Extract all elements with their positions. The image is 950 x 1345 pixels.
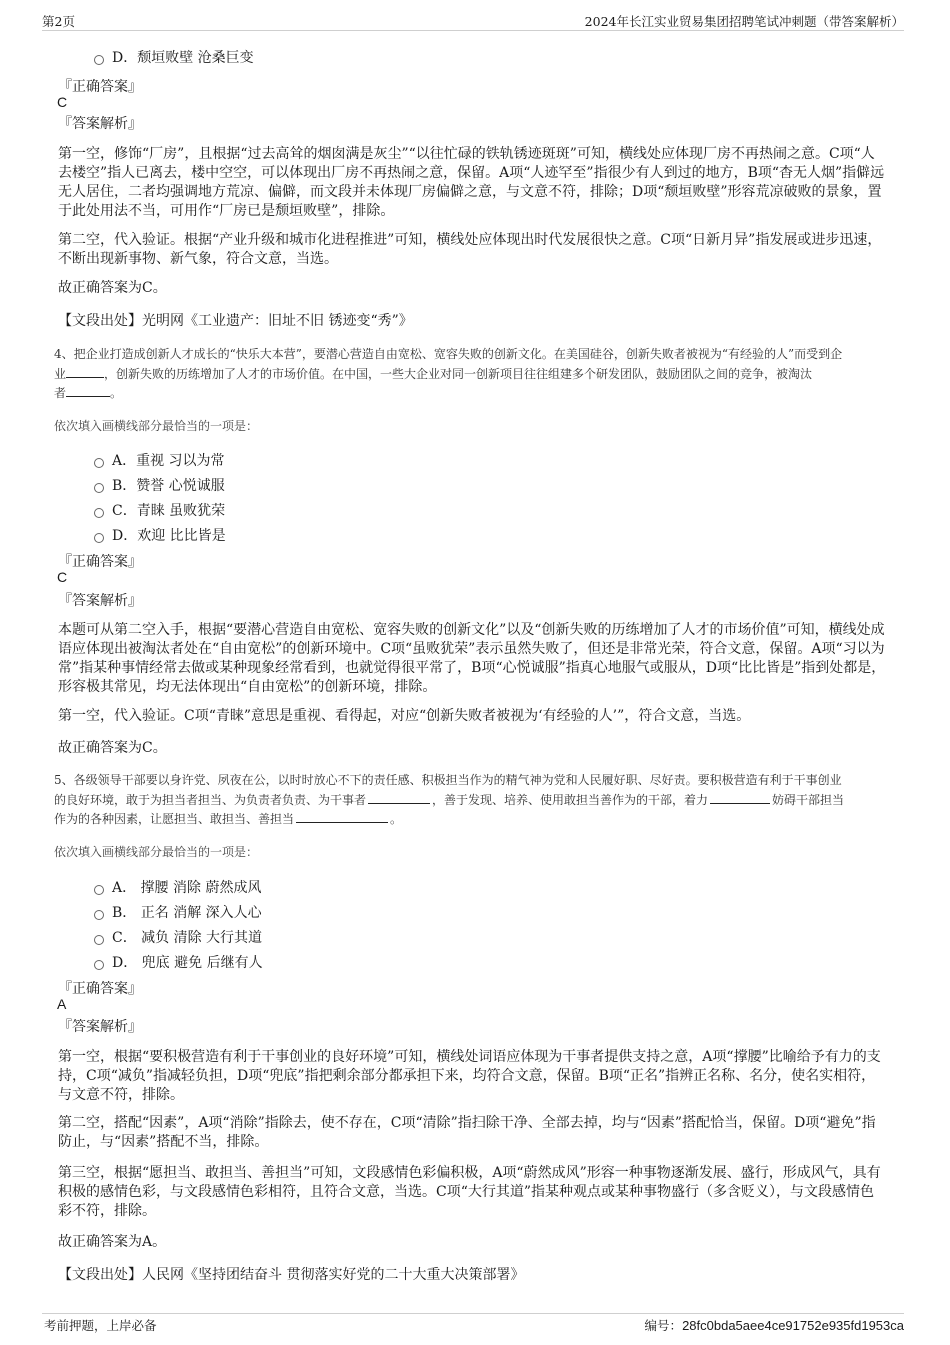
q5-option-b[interactable]: B． 正名 消解 深入人心 — [94, 902, 262, 922]
radio-icon[interactable] — [94, 935, 104, 945]
q4-analysis-1: 本题可从第二空入手，根据“要潜心营造自由宽松、宽容失败的创新文化”以及“创新失败的历练增加了人才的市场价值”可知，横线处成语应体现出被淘汰者处在“自由宽松”的创新环境中。C项“虽败犹荣”表示虽然失败了，但还是非常光荣，符合文意，保留。A项“习以为常”指某种事情经常去做或某种现象经常看到，也就觉得很平常了，B项“心悦诚服”指真心地服气或服从，D项“比比皆是”指到处都是，形容极其常见，均无法体现出“自由宽松”的创新环境，排除。 — [58, 622, 886, 695]
q3-analysis-1: 第一空，修饰“厂房”，且根据“过去高耸的烟囱满是灰尘”“以往忙碌的铁轨锈迹斑斑”可知，横线处应体现厂房不再热闹之意。C项“人去楼空”指人已离去，楼中空空，可以体现出厂房不再热闹之意，保留。A项“人迹罕至”指很少有人到过的地方，B项“杳无人烟”指僻远无人居住，二者均强调地方荒凉、偏僻，而文段并未体现厂房偏僻之意，与文意不符，排除；D项“颓垣败壁”形容荒凉破败的景象，置于此处用法不当，可用作“厂房已是颓垣败壁”，排除。 — [58, 146, 885, 219]
q5-blank-2 — [710, 791, 770, 804]
radio-icon[interactable] — [94, 885, 104, 895]
q4-option-d[interactable]: D．欢迎 比比皆是 — [94, 525, 226, 545]
q3-source: 【文段出处】光明网《工业遗产：旧址不旧 锈迹变“秀”》 — [58, 313, 413, 329]
q5-option-a[interactable]: A． 撑腰 消除 蔚然成风 — [94, 877, 261, 897]
footer-slogan: 考前押题，上岸必备 — [44, 1318, 157, 1333]
radio-icon[interactable] — [94, 533, 104, 543]
page-header — [42, 12, 904, 31]
q5-answer: A — [57, 996, 67, 1012]
q5-source: 【文段出处】人民网《坚持团结奋斗 贯彻落实好党的二十大重大决策部署》 — [58, 1267, 525, 1283]
q5-blank-3 — [296, 810, 388, 823]
page-footer — [42, 1313, 904, 1336]
q5-analysis-2: 第二空，搭配“因素”，A项“消除”指除去，使不存在，C项“清除”指扫除干净、全部去掉，均与“因素”搭配恰当，保留。D项“避免”指防止，与“因素”搭配不当，排除。 — [58, 1115, 876, 1150]
q4-stem: 4、把企业打造成创新人才成长的“快乐大本营”，要潜心营造自由宽松、宽容失败的创新文化。在美国硅谷，创新失败者被视为“有经验的人”而受到企 业 ，创新失败的历练增加了人才的市场价值。在中国，一些大企业对同一创新项目往往组建多个研发团队，鼓励团队之间的竞争，被淘汰 者 。 — [54, 347, 843, 400]
footer-code: 编号：28fc0bda5aee4ce91752e935fd1953ca — [644, 1318, 904, 1333]
page-number: 第2页 — [42, 14, 75, 29]
q5-option-c[interactable]: C． 减负 清除 大行其道 — [94, 927, 262, 947]
q5-analysis-4: 故正确答案为A。 — [58, 1234, 167, 1250]
q4-option-c[interactable]: C．青睐 虽败犹荣 — [94, 500, 225, 520]
q3-correct-label: 『正确答案』 — [58, 79, 142, 95]
radio-icon[interactable] — [94, 458, 104, 468]
radio-icon[interactable] — [94, 508, 104, 518]
q3-option-d[interactable]: D．颓垣败壁 沧桑巨变 — [94, 47, 254, 67]
q4-analysis-2: 第一空，代入验证。C项“青睐”意思是重视、看得起，对应“创新失败者被视为‘有经验的人’”，符合文意，当选。 — [58, 708, 751, 724]
q5-correct-label: 『正确答案』 — [58, 981, 142, 997]
q5-prompt: 依次填入画横线部分最恰当的一项是： — [54, 845, 259, 859]
q4-prompt: 依次填入画横线部分最恰当的一项是： — [54, 419, 259, 433]
q3-analysis-label: 『答案解析』 — [58, 116, 142, 132]
q5-analysis-3: 第三空，根据“愿担当、敢担当、善担当”可知，文段感情色彩偏积极，A项“蔚然成风”形容一种事物逐渐发展、盛行，形成风气，具有积极的感情色彩，与文段感情色彩相符，且符合文意，当选。C项“大行其道”指某种观点或某种事物盛行（多含贬义），与文段感情色彩不符，排除。 — [58, 1165, 881, 1219]
q4-correct-label: 『正确答案』 — [58, 554, 142, 570]
radio-icon[interactable] — [94, 55, 104, 65]
q5-blank-1 — [368, 791, 430, 804]
q4-option-a[interactable]: A．重视 习以为常 — [94, 450, 225, 470]
q4-analysis-3: 故正确答案为C。 — [58, 740, 167, 756]
q4-answer: C — [57, 569, 68, 585]
q3-analysis-3: 故正确答案为C。 — [58, 280, 167, 296]
radio-icon[interactable] — [94, 910, 104, 920]
q4-analysis-label: 『答案解析』 — [58, 593, 142, 609]
radio-icon[interactable] — [94, 483, 104, 493]
q3-answer: C — [57, 94, 68, 110]
document-title: 2024年长江实业贸易集团招聘笔试冲刺题（带答案解析） — [584, 14, 904, 29]
q5-stem: 5、各级领导干部要以身许党、夙夜在公，以时时放心不下的责任感、积极担当作为的精气神为党和人民履好职、尽好责。要积极营造有利于干事创业 的良好环境，敢于为担当者担当、为负责者负责、为干事者 ，善于发现、培养、使用敢担当善作为的干部，着力 妨碍干部担当 作为的各种因素，让愿担当、敢担当、善担当 。 — [54, 773, 845, 826]
q5-analysis-1: 第一空，根据“要积极营造有利于干事创业的良好环境”可知，横线处词语应体现为干事者提供支持之意，A项“撑腰”比喻给予有力的支持，C项“减负”指减轻负担，D项“兜底”指把剩余部分都承担下来，均符合文意，保留。B项“正名”指辨正名称、名分，使名实相符，与文意不符，排除。 — [58, 1049, 881, 1103]
radio-icon[interactable] — [94, 960, 104, 970]
q4-blank-2 — [66, 384, 110, 397]
q3-analysis-2: 第二空，代入验证。根据“产业升级和城市化进程推进”可知，横线处应体现出时代发展很快之意。C项“日新月异”指发展或进步迅速，不断出现新事物、新气象，符合文意，当选。 — [58, 232, 882, 267]
q5-analysis-label: 『答案解析』 — [58, 1019, 142, 1035]
q4-option-b[interactable]: B．赞誉 心悦诚服 — [94, 475, 225, 495]
q5-option-d[interactable]: D． 兜底 避免 后继有人 — [94, 952, 263, 972]
q4-blank-1 — [66, 365, 104, 378]
